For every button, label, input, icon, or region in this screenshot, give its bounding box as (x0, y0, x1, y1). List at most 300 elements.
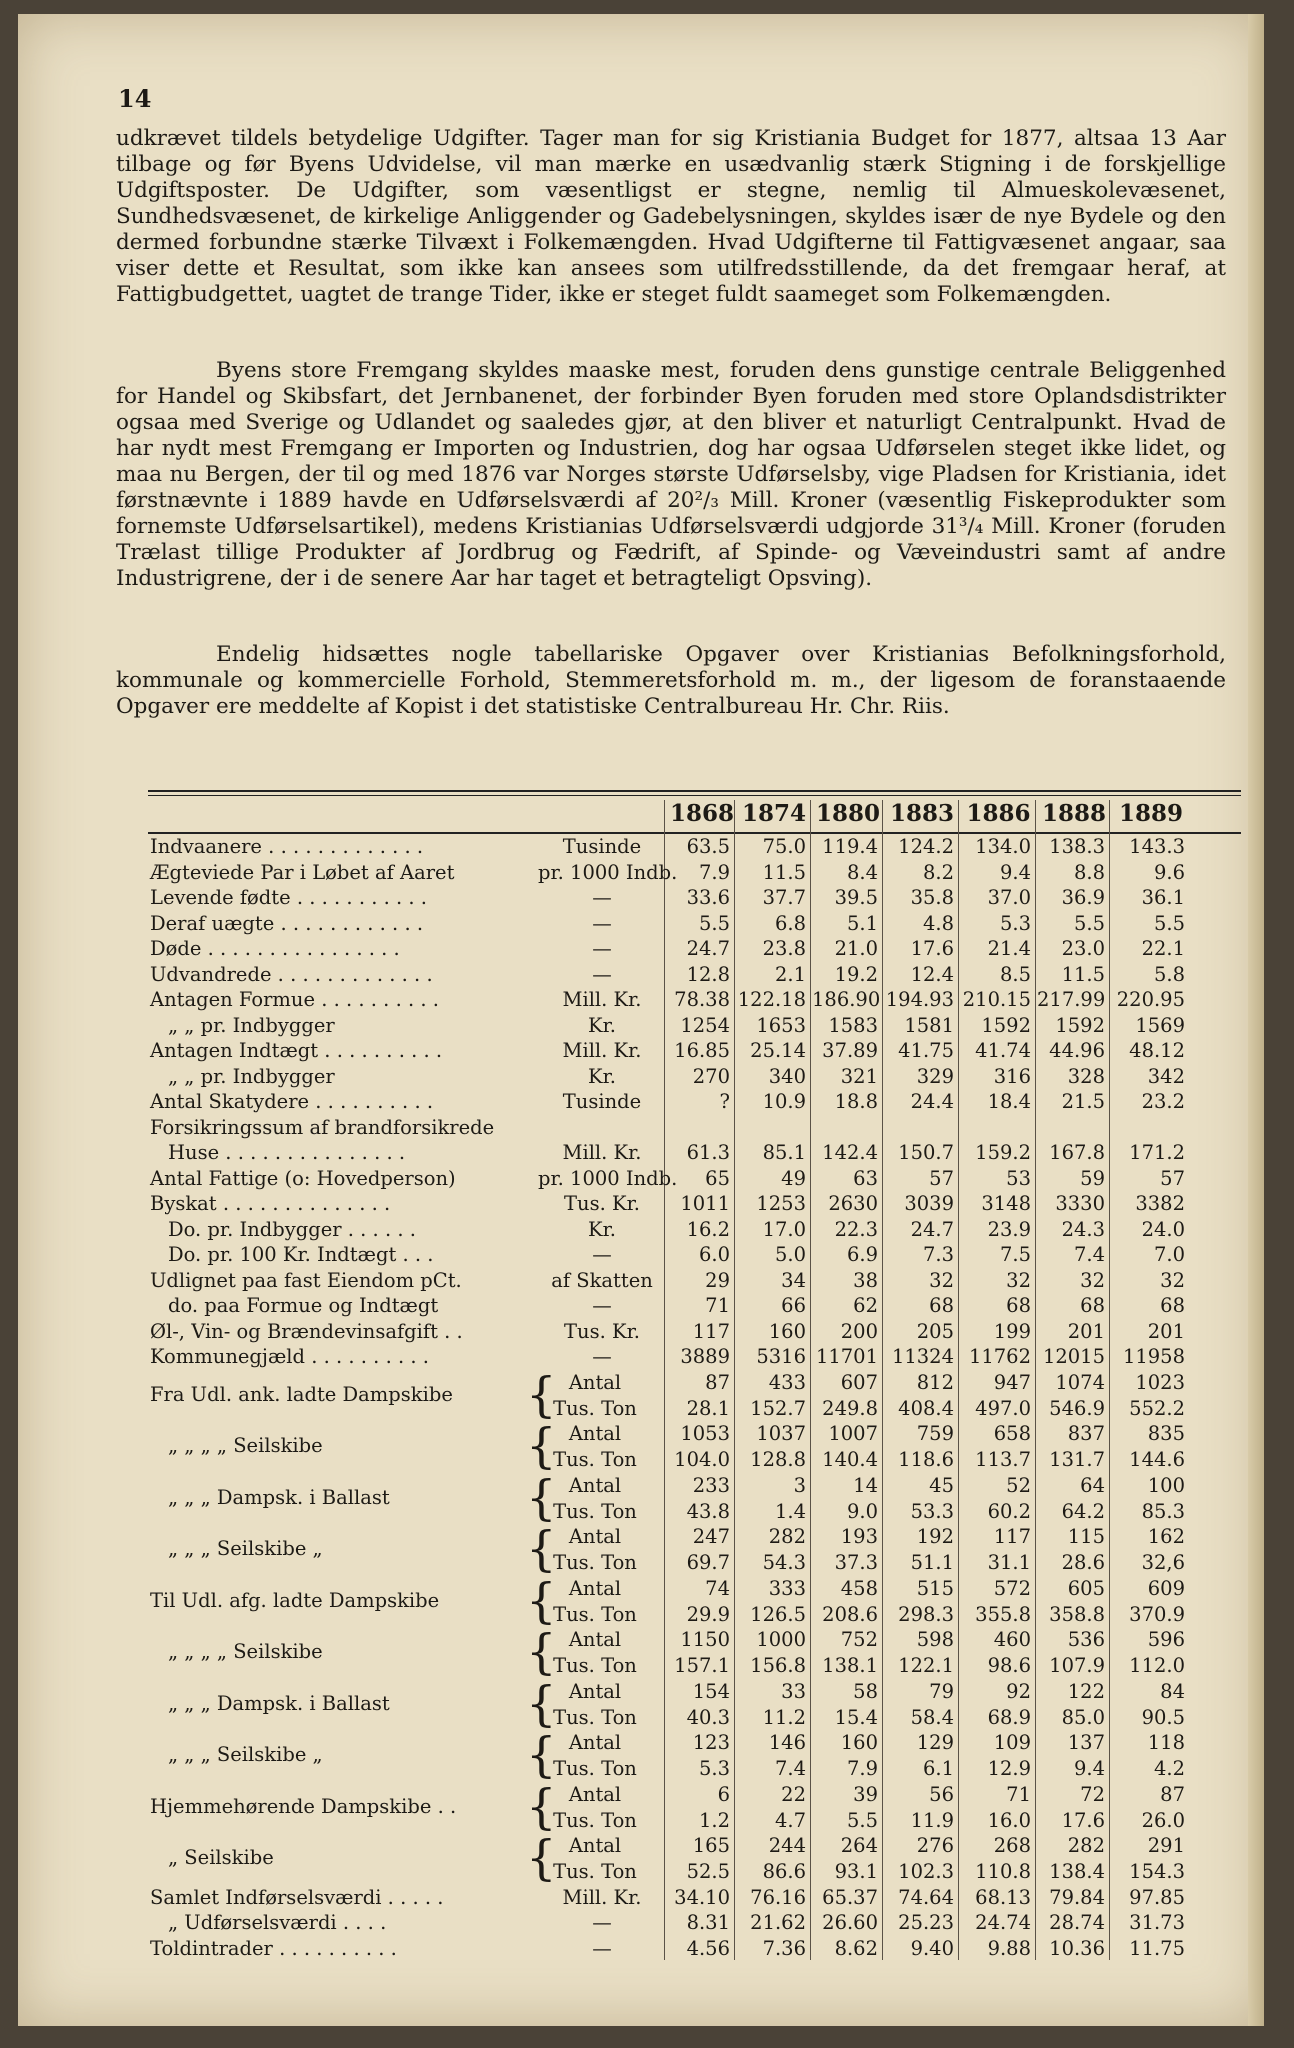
row-unit: Tus. Ton (553, 1808, 637, 1832)
brace: { (526, 1830, 557, 1886)
row-label: Samlet Indførselsværdi . . . . . (150, 1885, 444, 1909)
table-cell: 200 (840, 1319, 878, 1343)
table-cell: 25.14 (750, 1039, 806, 1062)
year-header: 1889 (1118, 800, 1183, 827)
table-cell: 112.0 (1129, 1654, 1185, 1677)
table-cell: 37.3 (834, 1551, 878, 1574)
row-unit: Antal (568, 1628, 622, 1651)
table-cell: 11.5 (762, 860, 806, 884)
table-cell: 340 (768, 1064, 806, 1088)
row-label: Huse . . . . . . . . . . . . . . . (168, 1141, 406, 1164)
table-cell: 10.9 (762, 1090, 806, 1113)
row-unit: Kr. (588, 1013, 616, 1037)
row-label: „ „ „ Dampsk. i Ballast (168, 1485, 390, 1509)
table-cell: 11762 (968, 1345, 1031, 1368)
row-label: Deraf uægte . . . . . . . . . . . . (150, 911, 424, 935)
row-unit: Tusinde (562, 835, 642, 858)
table-row (18, 1344, 1264, 1370)
table-cell: 1592 (1055, 1013, 1105, 1037)
table-cell: 24.74 (975, 1911, 1031, 1934)
table-cell: 90.5 (1141, 1705, 1185, 1729)
row-unit: Tus. Ton (553, 1396, 637, 1420)
row-unit: Tus. Ton (553, 1860, 637, 1883)
row-unit: Kr. (588, 1064, 616, 1088)
table-row (18, 1217, 1264, 1243)
row-unit: Tus. Ton (553, 1654, 637, 1677)
table-cell: 497.0 (975, 1396, 1031, 1420)
table-row (18, 1293, 1264, 1319)
table-cell: 134.0 (975, 835, 1031, 858)
table-cell: 74 (705, 1576, 730, 1600)
table-cell: 298.3 (898, 1602, 954, 1626)
table-cell: 142.4 (822, 1141, 878, 1164)
table-cell: 100 (1147, 1473, 1185, 1497)
table-row-group (18, 1521, 1264, 1577)
table-cell: 92 (1006, 1679, 1031, 1703)
table-cell: 131.7 (1049, 1448, 1105, 1471)
table-cell: 9.40 (910, 1936, 954, 1960)
table-cell: 68 (1080, 1294, 1105, 1317)
table-cell: 37.89 (822, 1039, 878, 1062)
row-unit: Tus. Kr. (564, 1319, 640, 1343)
table-cell: 48.12 (1129, 1039, 1185, 1062)
table-cell: 6.9 (846, 1243, 878, 1266)
table-cell: 835 (1147, 1422, 1185, 1445)
table-cell: 2.1 (774, 962, 806, 986)
table-cell: 97.85 (1129, 1885, 1185, 1909)
table-cell: 64 (1080, 1473, 1105, 1497)
table-cell: 66 (781, 1294, 806, 1317)
table-cell: 109 (993, 1731, 1031, 1754)
table-row (18, 834, 1264, 860)
table-cell: 208.6 (822, 1602, 878, 1626)
table-cell: 104.0 (674, 1448, 730, 1471)
table-cell: 205 (916, 1319, 954, 1343)
table-cell: 126.5 (750, 1602, 806, 1626)
table-cell: 7.3 (922, 1243, 954, 1266)
table-cell: 68 (1006, 1294, 1031, 1317)
table-cell: 159.2 (975, 1141, 1031, 1164)
brace: { (526, 1727, 557, 1783)
table-cell: 11701 (815, 1345, 878, 1368)
table-cell: 1581 (904, 1013, 954, 1037)
row-unit: Antal (568, 1834, 622, 1857)
table-cell: 39.5 (834, 886, 878, 909)
table-cell: 1.4 (774, 1499, 806, 1523)
table-cell: 552.2 (1129, 1396, 1185, 1420)
row-unit: pr. 1000 Indb. (538, 1166, 678, 1190)
table-row (18, 987, 1264, 1013)
table-cell: 1653 (756, 1013, 806, 1037)
table-cell: 122.18 (737, 988, 806, 1011)
table-cell: 3889 (680, 1345, 730, 1368)
row-label: Fra Udl. ank. ladte Dampskibe (150, 1382, 453, 1406)
table-cell: 460 (993, 1628, 1031, 1651)
table-cell: 3 (793, 1473, 806, 1497)
table-cell: 6 (717, 1782, 730, 1806)
table-cell: 1053 (680, 1422, 730, 1445)
table-cell: 5.3 (999, 911, 1031, 935)
year-header: 1868 (669, 800, 734, 827)
table-cell: 812 (916, 1370, 954, 1394)
table-row (18, 885, 1264, 911)
table-cell: 17.6 (910, 937, 954, 960)
table-cell: 33 (781, 1679, 806, 1703)
table-cell: 107.9 (1049, 1654, 1105, 1677)
table-cell: 8.2 (922, 860, 954, 884)
table-cell: 342 (1147, 1064, 1185, 1088)
table-cell: 129 (916, 1731, 954, 1754)
row-label: Antal Skatydere . . . . . . . . . . (150, 1090, 434, 1113)
row-label: Til Udl. afg. ladte Dampskibe (150, 1588, 440, 1612)
year-header: 1883 (889, 800, 954, 827)
table-cell: 607 (840, 1370, 878, 1394)
year-header: 1886 (966, 800, 1031, 827)
table-cell: 7.9 (698, 860, 730, 884)
table-cell: 18.4 (987, 1090, 1031, 1113)
year-header: 1888 (1041, 800, 1106, 827)
table-cell: 33.6 (686, 886, 730, 909)
table-cell: 247 (692, 1525, 730, 1548)
table-cell: 122 (1067, 1679, 1105, 1703)
table-cell: 329 (916, 1064, 954, 1088)
table-row (18, 936, 1264, 962)
table-cell: 536 (1067, 1628, 1105, 1651)
table-cell: 15.4 (834, 1705, 878, 1729)
table-cell: 5.5 (846, 1808, 878, 1832)
table-row (18, 911, 1264, 937)
table-cell: 63.5 (686, 835, 730, 858)
table-cell: 87 (1160, 1782, 1185, 1806)
row-unit: Tus. Ton (553, 1448, 637, 1471)
table-cell: 201 (1067, 1319, 1105, 1343)
brace: { (526, 1778, 557, 1835)
table-cell: 51.1 (910, 1551, 954, 1574)
row-label: Døde . . . . . . . . . . . . . . . . (150, 937, 400, 960)
table-cell: 68.9 (987, 1705, 1031, 1729)
table-cell: 609 (1147, 1576, 1185, 1600)
table-cell: 79 (929, 1679, 954, 1703)
table-cell: 3330 (1055, 1192, 1105, 1215)
table-cell: 264 (840, 1834, 878, 1857)
page-number: 14 (118, 84, 152, 113)
table-cell: 1150 (680, 1628, 730, 1651)
table-cell: 62 (853, 1294, 878, 1317)
row-unit: — (592, 1345, 612, 1368)
table-cell: 138.3 (1049, 835, 1105, 858)
table-cell: 11.5 (1061, 962, 1105, 986)
table-cell: 8.8 (1073, 860, 1105, 884)
table-cell: 37.7 (762, 886, 806, 909)
table-cell: 1037 (756, 1422, 806, 1445)
document-page (18, 14, 1264, 2026)
row-unit: Tus. Ton (553, 1499, 637, 1523)
table-cell: 21.0 (834, 937, 878, 960)
table-cell: 72 (1080, 1782, 1105, 1806)
table-cell: 160 (768, 1319, 806, 1343)
table-cell: 122.1 (898, 1654, 954, 1677)
table-cell: 32,6 (1141, 1551, 1185, 1574)
table-cell: 24.4 (910, 1090, 954, 1113)
table-row (18, 1140, 1264, 1166)
table-cell: 78.38 (674, 988, 730, 1011)
table-cell: 3382 (1135, 1192, 1185, 1215)
table-row-group (18, 1418, 1264, 1474)
table-cell: 93.1 (834, 1860, 878, 1883)
table-cell: 5.0 (774, 1243, 806, 1266)
row-unit: Antal (568, 1679, 622, 1703)
row-label: Kommunegjæld . . . . . . . . . . (150, 1345, 429, 1368)
table-cell: 9.88 (987, 1936, 1031, 1960)
table-cell: 5.3 (698, 1757, 730, 1780)
table-cell: 26.0 (1141, 1808, 1185, 1832)
table-cell: 49 (781, 1166, 806, 1190)
table-row (18, 1038, 1264, 1064)
table-cell: 249.8 (822, 1396, 878, 1420)
row-label: „ Seilskibe (168, 1846, 274, 1869)
table-cell: 4.2 (1153, 1757, 1185, 1780)
table-cell: 12.4 (910, 962, 954, 986)
table-cell: 150.7 (898, 1141, 954, 1164)
row-label: Udvandrede . . . . . . . . . . . . . (150, 962, 433, 986)
table-cell: 11.2 (762, 1705, 806, 1729)
table-cell: 45 (929, 1473, 954, 1497)
row-label: Do. pr. 100 Kr. Indtægt . . . (168, 1243, 434, 1266)
table-cell: 759 (916, 1422, 954, 1445)
table-cell: 7.9 (846, 1757, 878, 1780)
table-cell: 75.0 (762, 835, 806, 858)
table-cell: 34.10 (674, 1885, 730, 1909)
table-row (18, 1242, 1264, 1268)
table-cell: 162 (1147, 1525, 1185, 1548)
table-cell: 24.7 (686, 937, 730, 960)
table-cell: 358.8 (1049, 1602, 1105, 1626)
table-cell: 28.1 (686, 1396, 730, 1420)
table-cell: 25.23 (898, 1911, 954, 1934)
table-cell: 244 (768, 1834, 806, 1857)
table-cell: 65 (705, 1166, 730, 1190)
table-cell: 572 (993, 1576, 1031, 1600)
table-cell: 210.15 (962, 988, 1031, 1011)
table-cell: 9.4 (1073, 1757, 1105, 1780)
table-cell: 44.96 (1049, 1039, 1105, 1062)
table-cell: 458 (840, 1576, 878, 1600)
table-cell: 370.9 (1129, 1602, 1185, 1626)
table-row (18, 1166, 1264, 1192)
table-cell: 68.13 (975, 1885, 1031, 1909)
table-row-group (18, 1830, 1264, 1886)
table-cell: 146 (768, 1731, 806, 1754)
table-cell: 355.8 (975, 1602, 1031, 1626)
row-label: „ „ pr. Indbygger (168, 1013, 335, 1037)
table-cell: 19.2 (834, 962, 878, 986)
row-unit: Tusinde (562, 1090, 642, 1113)
table-cell: 6.8 (774, 911, 806, 935)
table-cell: 321 (840, 1064, 878, 1088)
table-cell: 316 (993, 1064, 1031, 1088)
table-cell: 84 (1160, 1679, 1185, 1703)
table-cell: 6.0 (698, 1243, 730, 1266)
brace: { (526, 1418, 557, 1474)
brace: { (526, 1469, 557, 1526)
brace: { (526, 1521, 557, 1577)
table-cell: 144.6 (1129, 1448, 1185, 1471)
table-cell: 193 (840, 1525, 878, 1548)
table-cell: 192 (916, 1525, 954, 1548)
table-cell: 36.9 (1061, 886, 1105, 909)
row-label: Indvaanere . . . . . . . . . . . . . (150, 835, 424, 858)
year-header: 1880 (815, 800, 880, 827)
table-cell: 32 (1080, 1268, 1105, 1292)
table-cell: 138.1 (822, 1654, 878, 1677)
table-cell: 52 (1006, 1473, 1031, 1497)
table-cell: 60.2 (987, 1499, 1031, 1523)
row-unit: Tus. Ton (553, 1551, 637, 1574)
table-cell: 186.90 (812, 988, 881, 1011)
table-row (18, 1268, 1264, 1294)
table-cell: 23.9 (987, 1217, 1031, 1241)
table-cell: 1074 (1055, 1370, 1105, 1394)
table-cell: 115 (1067, 1525, 1105, 1548)
table-row (18, 962, 1264, 988)
row-unit: Mill. Kr. (562, 1039, 642, 1062)
table-cell: 7.5 (999, 1243, 1031, 1266)
paragraph-1: udkrævet tildels betydelige Udgifter. Tager man for sig Kristiania Budget for 1877, altsaa 13 Aar tilbage og før Byens Udvidelse, vil man mærke en usædvanlig stærk Stigning i de forskjellige Udgiftsposter. De Udgifter, som væsentligst er stegne, nemlig til Almueskolevæsenet, Sundhedsvæsenet, de kirkelige Anliggender og Gadebelysningen, skyldes især de nye Bydele og den dermed forbundne stærke Tilvæxt i Folkemængden. Hvad Udgifterne til Fattigvæsenet angaar, saa viser dette et Resultat, som ikke kan ansees som utilfredsstillende, da det fremgaar heraf, at Fattigbudgettet, uagtet de trange Tider, ikke er steget fuldt saameget som Folkemængden. (116, 126, 1226, 307)
table-cell: 596 (1147, 1628, 1185, 1651)
table-cell: 34 (781, 1268, 806, 1292)
table-cell: 201 (1147, 1319, 1185, 1343)
table-cell: 31.73 (1129, 1911, 1185, 1934)
table-cell: 4.56 (686, 1936, 730, 1960)
table-cell: 165 (692, 1834, 730, 1857)
table-cell: 156.8 (750, 1654, 806, 1677)
table-cell: 947 (993, 1370, 1031, 1394)
table-cell: 61.3 (686, 1141, 730, 1164)
table-cell: 58 (853, 1679, 878, 1703)
table-cell: 268 (993, 1834, 1031, 1857)
row-label: „ „ pr. Indbygger (168, 1064, 335, 1088)
table-cell: 59 (1080, 1166, 1105, 1190)
table-row (18, 1319, 1264, 1345)
row-label: Antagen Formue . . . . . . . . . . (150, 988, 439, 1011)
table-cell: 1007 (828, 1422, 878, 1445)
table-cell: 56 (929, 1782, 954, 1806)
table-row-group (18, 1675, 1264, 1732)
table-cell: 16.0 (987, 1808, 1031, 1832)
table-cell: 28.6 (1061, 1551, 1105, 1574)
row-label: Udlignet paa fast Eiendom pCt. (150, 1268, 462, 1292)
table-cell: 22.3 (834, 1217, 878, 1241)
row-label: Do. pr. Indbygger . . . . . . (168, 1217, 416, 1241)
table-cell: 128.8 (750, 1448, 806, 1471)
table-row-group (18, 1572, 1264, 1629)
table-cell: 57 (929, 1166, 954, 1190)
table-cell: 9.4 (999, 860, 1031, 884)
table-cell: 12.9 (987, 1757, 1031, 1780)
table-cell: 598 (916, 1628, 954, 1651)
table-cell: 9.0 (846, 1499, 878, 1523)
table-cell: 5.5 (698, 911, 730, 935)
table-cell: 11.75 (1129, 1936, 1185, 1960)
table-cell: 140.4 (822, 1448, 878, 1471)
row-unit: — (592, 911, 612, 935)
table-cell: 43.8 (686, 1499, 730, 1523)
table-cell: 1583 (828, 1013, 878, 1037)
table-cell: 85.0 (1061, 1705, 1105, 1729)
brace: { (526, 1675, 557, 1732)
paragraph-3: Endelig hidsættes nogle tabellariske Opgaver over Kristianias Befolkningsforhold, kommunale og kommercielle Forhold, Stemmeretsforhold m. m., der ligesom de foranstaaende Opgaver ere meddelte af Kopist i det statistiske Centralbureau Hr. Chr. Riis. (116, 642, 1226, 719)
table-row-group (18, 1778, 1264, 1835)
table-cell: 38 (853, 1268, 878, 1292)
table-cell: 117 (692, 1319, 730, 1343)
table-cell: 546.9 (1049, 1396, 1105, 1420)
table-cell: 85.3 (1141, 1499, 1185, 1523)
table-top-rule-thin (148, 795, 1241, 796)
table-cell: 233 (692, 1473, 730, 1497)
row-unit: Antal (568, 1422, 622, 1445)
table-cell: 29 (705, 1268, 730, 1292)
table-cell: 117 (993, 1525, 1031, 1548)
year-header: 1874 (741, 800, 806, 827)
table-row (18, 1089, 1264, 1115)
table-top-rule (148, 790, 1241, 792)
table-cell: 1592 (981, 1013, 1031, 1037)
table-cell: 68 (929, 1294, 954, 1317)
table-cell: 154.3 (1129, 1860, 1185, 1883)
table-cell: 217.99 (1037, 988, 1106, 1011)
table-cell: 98.6 (987, 1654, 1031, 1677)
table-cell: 8.31 (686, 1911, 730, 1934)
table-cell: 160 (840, 1731, 878, 1754)
table-cell: 752 (840, 1628, 878, 1651)
table-cell: 16.2 (686, 1217, 730, 1241)
table-cell: 7.36 (762, 1936, 806, 1960)
table-cell: 154 (692, 1679, 730, 1703)
table-cell: 11.9 (910, 1808, 954, 1832)
table-cell: 157.1 (674, 1654, 730, 1677)
table-cell: 21.62 (750, 1911, 806, 1934)
table-cell: 5.5 (1073, 911, 1105, 935)
table-cell: 3039 (904, 1192, 954, 1215)
table-cell: 152.7 (750, 1396, 806, 1420)
table-row (18, 1885, 1264, 1911)
table-cell: 282 (768, 1525, 806, 1548)
table-cell: 52.5 (686, 1860, 730, 1883)
table-cell: 31.1 (987, 1551, 1031, 1574)
row-label: „ Udførselsværdi . . . . (168, 1911, 387, 1934)
row-unit: — (592, 962, 612, 986)
table-cell: 71 (1006, 1782, 1031, 1806)
table-row (18, 1115, 1264, 1141)
table-cell: 143.3 (1129, 835, 1185, 858)
row-unit: Antal (568, 1731, 622, 1754)
row-unit: Tus. Kr. (564, 1192, 640, 1215)
table-row-group (18, 1727, 1264, 1783)
table-cell: 194.93 (885, 988, 954, 1011)
row-label: Forsikringssum af brandforsikrede (150, 1115, 495, 1139)
table-cell: 32 (1160, 1268, 1185, 1292)
table-row (18, 1013, 1264, 1039)
table-cell: 24.7 (910, 1217, 954, 1241)
table-cell: 7.4 (1073, 1243, 1105, 1266)
table-cell: 37.0 (987, 886, 1031, 909)
table-cell: 605 (1067, 1576, 1105, 1600)
row-unit: Kr. (588, 1217, 616, 1241)
table-cell: 6.1 (922, 1757, 954, 1780)
table-cell: 171.2 (1129, 1141, 1185, 1164)
table-cell: 5.1 (846, 911, 878, 935)
table-cell: 64.2 (1061, 1499, 1105, 1523)
